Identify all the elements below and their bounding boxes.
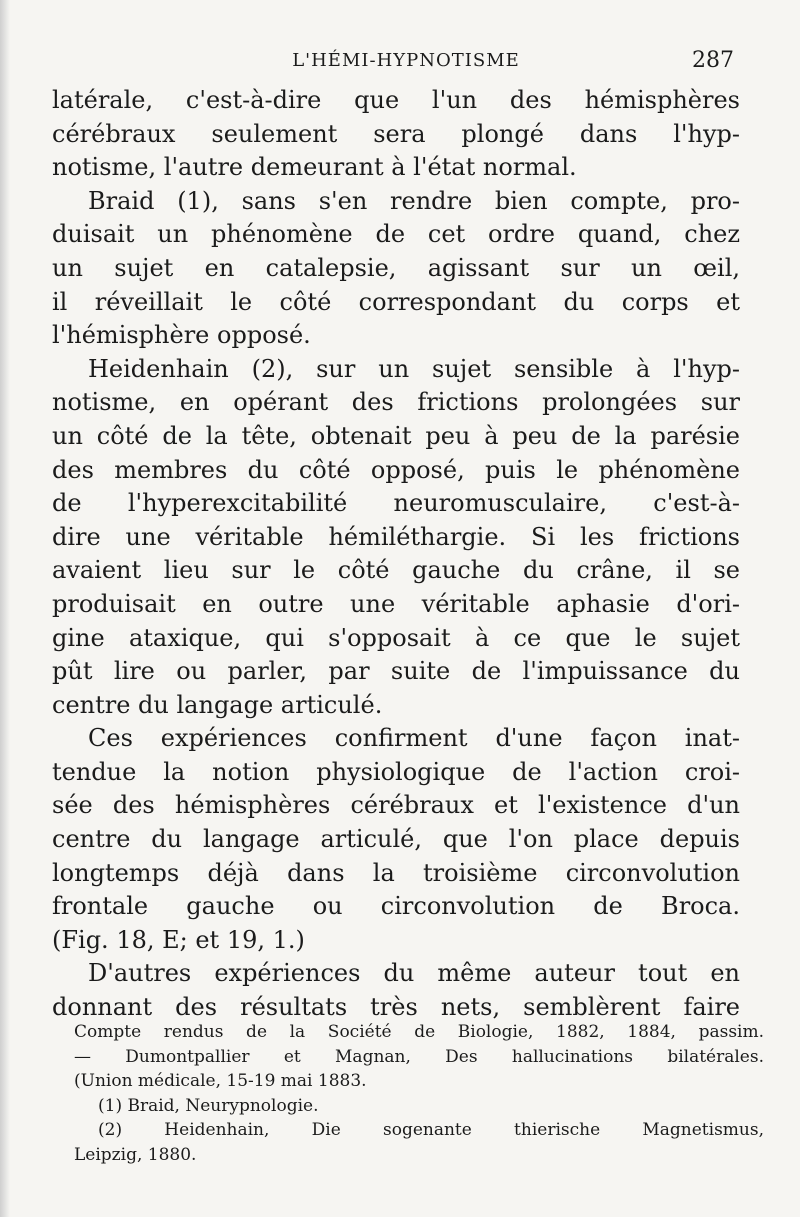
footnote-line: (1) Braid, Neurypnologie.: [98, 1095, 319, 1116]
text-line: Heidenhain (2), sur un sujet sensible à l'hyp-: [88, 354, 740, 383]
footnote-line: — Dumontpallier et Magnan, Des hallucinations bilatérales.: [74, 1046, 764, 1067]
text-line: il réveillait le côté correspondant du corps et: [52, 287, 740, 316]
text-line: de l'hyperexcitabilité neuromusculaire, c'est-à-: [52, 489, 740, 518]
footnote-line: Leipzig, 1880.: [74, 1144, 197, 1165]
text-line: (Fig. 18, E; et 19, 1.): [52, 925, 305, 954]
text-line: un côté de la tête, obtenait peu à peu de la parésie: [52, 421, 740, 450]
text-line: Braid (1), sans s'en rendre bien compte, pro-: [88, 186, 740, 215]
running-title: L'HÉMI-HYPNOTISME: [292, 50, 520, 71]
text-line: notisme, l'autre demeurant à l'état normal.: [52, 153, 577, 182]
footnote-line: (2) Heidenhain, Die sogenante thierische Magnetismus,: [98, 1120, 764, 1140]
text-line: pût lire ou parler, par suite de l'impuissance du: [52, 657, 740, 686]
text-line: centre du langage articulé, que l'on place depuis: [52, 825, 740, 854]
text-line: Ces expériences confirment d'une façon inat-: [88, 724, 740, 753]
text-line: D'autres expériences du même auteur tout en: [88, 959, 740, 988]
text-line: centre du langage articulé.: [52, 690, 383, 719]
footnotes: [74, 1020, 764, 1167]
running-head: [58, 48, 734, 78]
text-line: tendue la notion physiologique de l'action croi-: [52, 757, 740, 786]
text-line: avaient lieu sur le côté gauche du crâne, il se: [52, 556, 740, 585]
text-line: sée des hémisphères cérébraux et l'existence d'un: [52, 791, 740, 820]
text-line: longtemps déjà dans la troisième circonvolution: [52, 858, 740, 887]
text-line: duisait un phénomène de cet ordre quand, chez: [52, 220, 740, 249]
text-line: des membres du côté opposé, puis le phénomène: [52, 455, 740, 484]
footnote-line: (Union médicale, 15-19 mai 1883.: [74, 1071, 367, 1091]
text-line: gine ataxique, qui s'opposait à ce que le sujet: [52, 623, 740, 652]
text-line: dire une véritable hémiléthargie. Si les frictions: [52, 522, 740, 551]
text-line: frontale gauche ou circonvolution de Broca.: [52, 892, 740, 921]
text-line: un sujet en catalepsie, agissant sur un œil,: [52, 253, 740, 282]
text-line: l'hémisphère opposé.: [52, 321, 311, 350]
text-line: notisme, en opérant des frictions prolongées sur: [52, 388, 740, 417]
text-line: produisait en outre une véritable aphasie d'ori-: [52, 589, 740, 618]
footnote-line: Compte rendus de la Société de Biologie, 1882, 1884, passim.: [74, 1022, 764, 1042]
text-line: latérale, c'est-à-dire que l'un des hémisphères: [52, 86, 740, 114]
text-line: donnant des résultats très nets, semblèrent faire: [52, 993, 740, 1022]
page-number: 287: [692, 48, 734, 73]
body-text: [52, 84, 740, 1025]
text-line: cérébraux seulement sera plongé dans l'hyp-: [52, 119, 740, 148]
